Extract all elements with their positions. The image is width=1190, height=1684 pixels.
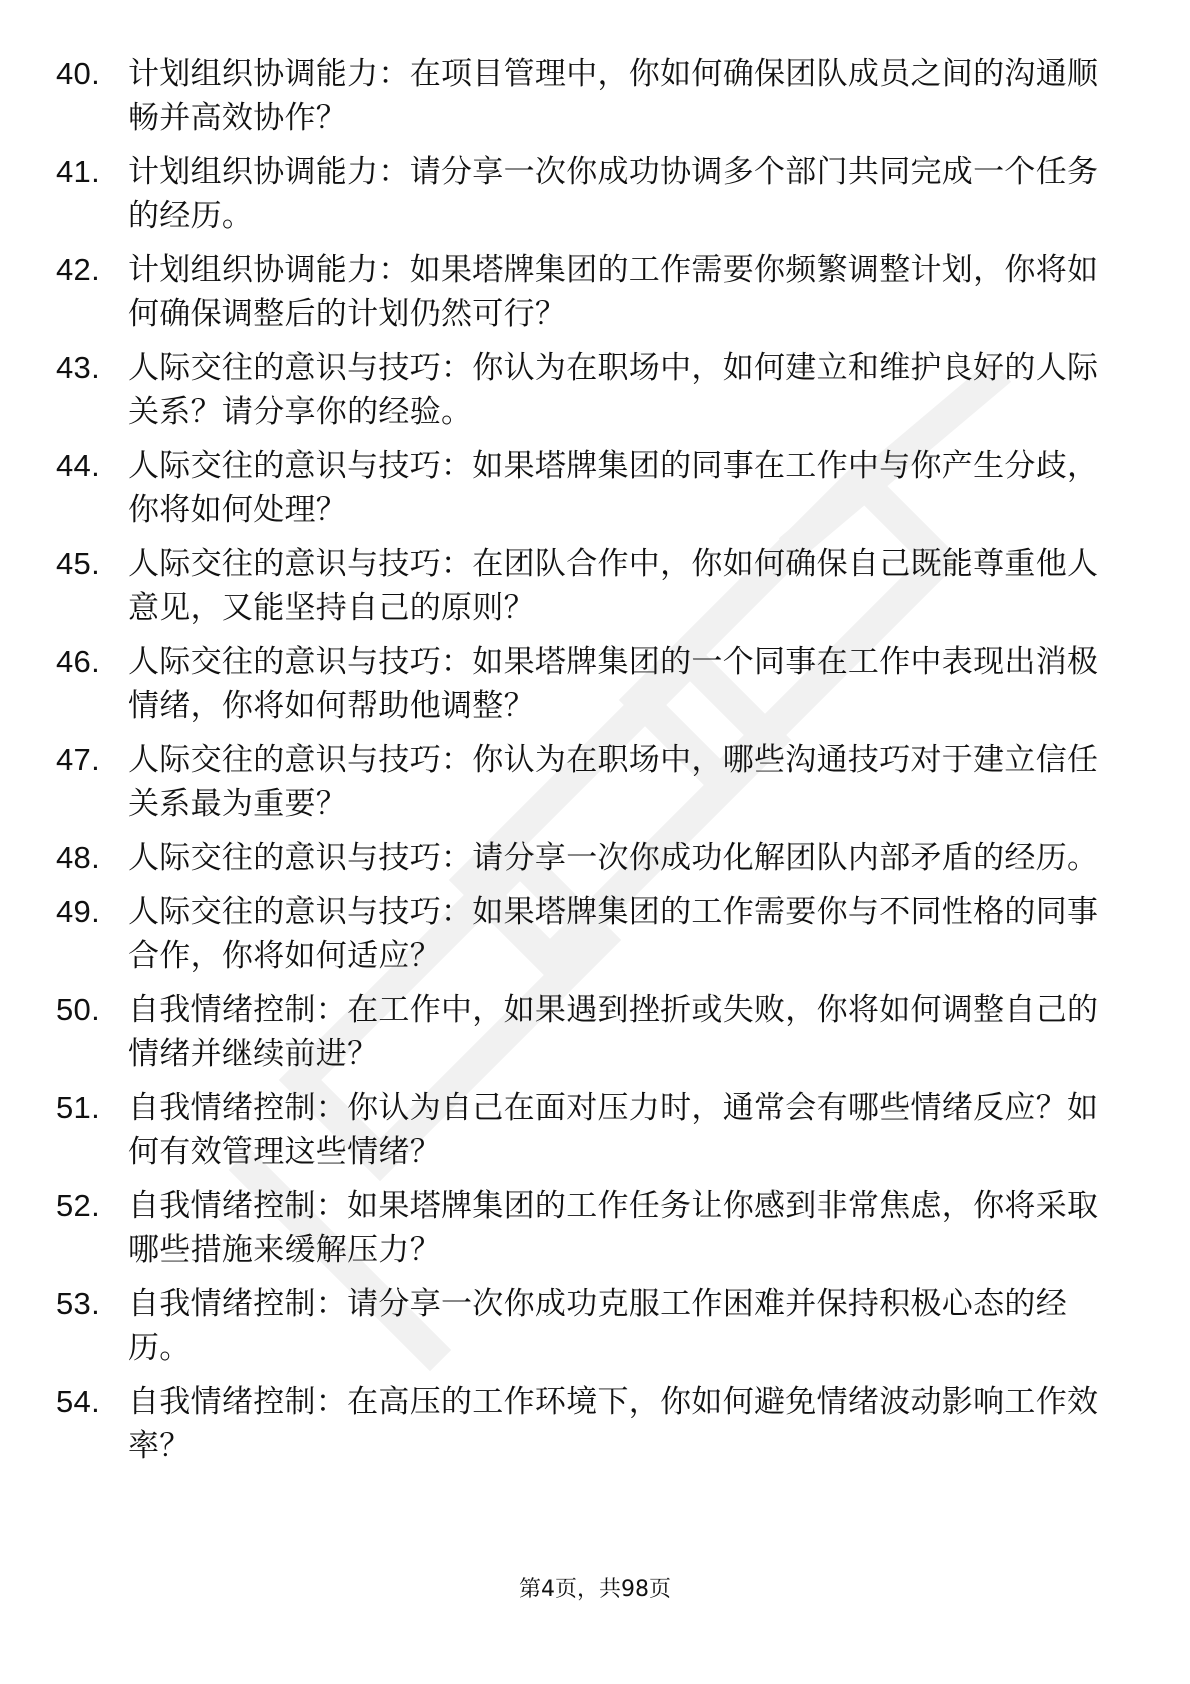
question-number: 53. — [56, 1286, 100, 1321]
question-number: 49. — [56, 894, 100, 929]
list-item — [56, 738, 1126, 826]
question-text: 自我情绪控制：在工作中，如果遇到挫折或失败，你将如何调整自己的情绪并继续前进？ — [128, 992, 1099, 1072]
list-item — [56, 1086, 1126, 1174]
list-item — [56, 1282, 1126, 1370]
question-text: 人际交往的意识与技巧：你认为在职场中，如何建立和维护良好的人际关系？请分享你的经验。 — [128, 350, 1099, 430]
list-item — [56, 836, 1126, 880]
question-text: 自我情绪控制：在高压的工作环境下，你如何避免情绪波动影响工作效率？ — [128, 1384, 1099, 1464]
list-item — [56, 988, 1126, 1076]
question-number: 43. — [56, 350, 100, 385]
question-number: 52. — [56, 1188, 100, 1223]
question-text: 计划组织协调能力：请分享一次你成功协调多个部门共同完成一个任务的经历。 — [128, 154, 1099, 234]
list-item — [56, 150, 1126, 238]
question-text: 人际交往的意识与技巧：请分享一次你成功化解团队内部矛盾的经历。 — [128, 840, 1099, 876]
question-text: 自我情绪控制：你认为自己在面对压力时，通常会有哪些情绪反应？如何有效管理这些情绪？ — [128, 1090, 1099, 1170]
question-number: 47. — [56, 742, 100, 777]
question-number: 48. — [56, 840, 100, 875]
question-text: 自我情绪控制：请分享一次你成功克服工作困难并保持积极心态的经历。 — [128, 1286, 1067, 1366]
list-item — [56, 444, 1126, 532]
question-number: 42. — [56, 252, 100, 287]
question-number: 50. — [56, 992, 100, 1027]
question-number: 46. — [56, 644, 100, 679]
question-number: 45. — [56, 546, 100, 581]
question-text: 人际交往的意识与技巧：你认为在职场中，哪些沟通技巧对于建立信任关系最为重要？ — [128, 742, 1099, 822]
page-footer — [0, 1572, 1190, 1603]
list-item — [56, 248, 1126, 336]
page-number-label: 第4页，共98页 — [519, 1577, 671, 1602]
list-item — [56, 542, 1126, 630]
question-number: 54. — [56, 1384, 100, 1419]
list-item — [56, 890, 1126, 978]
question-text: 自我情绪控制：如果塔牌集团的工作任务让你感到非常焦虑，你将采取哪些措施来缓解压力？ — [128, 1188, 1099, 1268]
question-number: 41. — [56, 154, 100, 189]
list-item — [56, 346, 1126, 434]
list-item — [56, 52, 1126, 140]
question-text: 人际交往的意识与技巧：如果塔牌集团的工作需要你与不同性格的同事合作，你将如何适应？ — [128, 894, 1099, 974]
question-text: 人际交往的意识与技巧：如果塔牌集团的同事在工作中与你产生分歧，你将如何处理？ — [128, 448, 1099, 528]
question-text: 计划组织协调能力：在项目管理中，你如何确保团队成员之间的沟通顺畅并高效协作？ — [128, 56, 1099, 136]
list-item — [56, 1184, 1126, 1272]
list-item — [56, 640, 1126, 728]
question-text: 计划组织协调能力：如果塔牌集团的工作需要你频繁调整计划，你将如何确保调整后的计划仍然可行？ — [128, 252, 1099, 332]
question-text: 人际交往的意识与技巧：在团队合作中，你如何确保自己既能尊重他人意见，又能坚持自己的原则？ — [128, 546, 1099, 626]
question-number: 51. — [56, 1090, 100, 1125]
question-number: 44. — [56, 448, 100, 483]
question-text: 人际交往的意识与技巧：如果塔牌集团的一个同事在工作中表现出消极情绪，你将如何帮助他调整？ — [128, 644, 1099, 724]
question-number: 40. — [56, 56, 100, 91]
list-item — [56, 1380, 1126, 1468]
question-list — [56, 52, 1126, 1478]
